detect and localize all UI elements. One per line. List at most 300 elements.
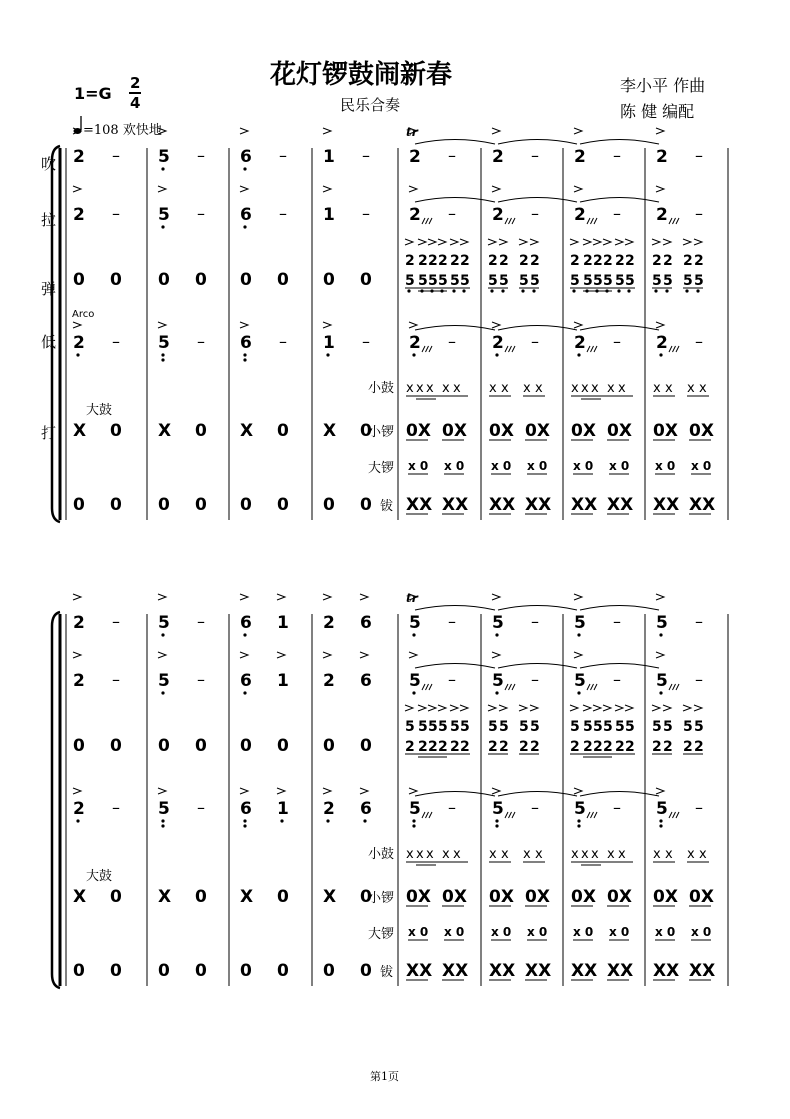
daluo-stroke: x 0 [655, 459, 676, 473]
chord-lower-note: 2 [615, 739, 625, 755]
chord-upper-note: 2 [694, 253, 704, 269]
tremolo-stroke [676, 684, 679, 690]
accent-mark [158, 788, 166, 794]
octave-dot [161, 824, 164, 827]
jianpu-note: 6 [240, 671, 252, 691]
tie-arc [580, 140, 659, 145]
accent-mark [574, 322, 582, 328]
dagu-hit: X [240, 421, 254, 441]
chord-upper-note: 5 [405, 719, 415, 735]
tie-arc [498, 140, 577, 145]
xiaogu-stroke: x [607, 847, 615, 862]
chord-lower-note: 5 [405, 273, 415, 289]
tremolo-stroke [429, 346, 432, 352]
accent-mark [323, 788, 331, 794]
accent-mark [323, 322, 331, 328]
xiaoluo-stroke: 0X [689, 421, 714, 441]
octave-dot [495, 819, 498, 822]
rest: 0 [360, 887, 372, 907]
bo-stroke: XX [442, 495, 469, 515]
chord-upper-note: 5 [488, 719, 498, 735]
accent-mark [593, 239, 601, 245]
xiaogu-stroke: x [618, 381, 626, 396]
accent-mark [615, 239, 623, 245]
octave-dot [243, 633, 246, 636]
rest: 0 [158, 495, 170, 515]
accent-mark [158, 186, 166, 192]
tie-arc [498, 664, 577, 669]
xiaogu-stroke: x [653, 847, 661, 862]
xiaoluo-stroke: 0X [571, 887, 596, 907]
xiaogu-stroke: x [501, 847, 509, 862]
accent-mark [656, 186, 664, 192]
octave-dot [659, 824, 662, 827]
octave-dot [495, 691, 498, 694]
xiaogu-stroke: x [535, 381, 543, 396]
sustain-dash: – [448, 332, 456, 351]
accent-mark [656, 322, 664, 328]
sustain-dash: – [695, 332, 703, 351]
rest: 0 [360, 270, 372, 290]
label-bo: 钹 [380, 965, 394, 980]
accent-mark [519, 705, 527, 711]
tremolo-stroke [676, 218, 679, 224]
accent-mark [583, 705, 591, 711]
octave-dot [577, 633, 580, 636]
jianpu-note: 2 [492, 147, 504, 167]
sustain-dash: – [613, 204, 621, 223]
chord-upper-note: 2 [450, 253, 460, 269]
xiaoluo-stroke: 0X [571, 421, 596, 441]
sustain-dash: – [197, 146, 205, 165]
jianpu-note: 5 [656, 671, 668, 691]
chord-lower-note: 2 [593, 739, 603, 755]
chord-lower-note: 2 [625, 739, 635, 755]
jianpu-note: 1 [277, 799, 289, 819]
xiaogu-stroke: x [581, 847, 589, 862]
daluo-stroke: x 0 [527, 925, 548, 939]
tie-arc [498, 198, 577, 203]
octave-dot [243, 353, 246, 356]
tremolo-stroke [512, 218, 515, 224]
sustain-dash: – [197, 612, 205, 631]
chord-upper-note: 5 [583, 719, 593, 735]
octave-dot [452, 289, 455, 292]
bo-stroke: XX [653, 495, 680, 515]
accent-mark [683, 705, 691, 711]
octave-dot [696, 289, 699, 292]
tremolo-stroke [422, 684, 425, 690]
accent-mark [583, 239, 591, 245]
chord-lower-note: 5 [652, 273, 662, 289]
accent-mark [73, 788, 81, 794]
dagu-hit: X [158, 421, 172, 441]
chord-lower-note: 2 [663, 739, 673, 755]
tremolo-stroke [509, 812, 512, 818]
jianpu-note: 2 [656, 333, 668, 353]
octave-dot [577, 824, 580, 827]
sustain-dash: – [448, 612, 456, 631]
tremolo-stroke [509, 346, 512, 352]
sustain-dash: – [613, 612, 621, 631]
jianpu-note: 5 [158, 799, 170, 819]
tremolo-stroke [669, 684, 672, 690]
sustain-dash: – [112, 204, 120, 223]
sustain-dash: – [531, 332, 539, 351]
trill-mark: tr [406, 591, 418, 605]
accent-mark [323, 186, 331, 192]
bo-stroke: XX [525, 961, 552, 981]
daluo-stroke: x 0 [655, 925, 676, 939]
jianpu-note: 6 [360, 671, 372, 691]
tremolo-stroke [673, 218, 676, 224]
accent-mark [656, 594, 664, 600]
sustain-dash: – [695, 612, 703, 631]
accent-mark [519, 239, 527, 245]
tremolo-stroke [587, 218, 590, 224]
sustain-dash: – [112, 798, 120, 817]
accent-mark [488, 239, 496, 245]
label-tan: 弹 [41, 280, 57, 298]
octave-dot [243, 819, 246, 822]
composer-credit: 李小平 作曲 [620, 76, 706, 95]
octave-dot [495, 353, 498, 356]
octave-dot [161, 353, 164, 356]
chord-lower-note: 5 [450, 273, 460, 289]
chord-lower-note: 2 [519, 739, 529, 755]
rest: 0 [110, 495, 122, 515]
chord-lower-note: 2 [460, 739, 470, 755]
jianpu-note: 2 [323, 671, 335, 691]
chord-lower-note: 5 [625, 273, 635, 289]
daluo-stroke: x 0 [491, 925, 512, 939]
chord-lower-note: 5 [499, 273, 509, 289]
label-dagu: 大鼓 [86, 869, 113, 884]
sustain-dash: – [531, 670, 539, 689]
sustain-dash: – [695, 670, 703, 689]
tremolo-stroke [426, 812, 429, 818]
tremolo-stroke [429, 684, 432, 690]
accent-mark [277, 652, 285, 658]
chord-upper-note: 2 [460, 253, 470, 269]
accent-mark [409, 186, 417, 192]
rest: 0 [158, 270, 170, 290]
chord-upper-note: 2 [438, 253, 448, 269]
accent-mark [240, 652, 248, 658]
sustain-dash: – [448, 146, 456, 165]
accent-mark [73, 322, 81, 328]
tremolo-stroke [512, 684, 515, 690]
tremolo-stroke [669, 346, 672, 352]
accent-mark [240, 186, 248, 192]
tremolo-stroke [591, 346, 594, 352]
rest: 0 [110, 961, 122, 981]
octave-dot [161, 819, 164, 822]
chord-lower-note: 2 [488, 739, 498, 755]
chord-upper-note: 5 [519, 719, 529, 735]
jianpu-note: 2 [73, 333, 85, 353]
label-da: 打 [41, 424, 57, 442]
chord-upper-note: 2 [652, 253, 662, 269]
chord-upper-note: 5 [593, 719, 603, 735]
rest: 0 [195, 421, 207, 441]
accent-mark [615, 705, 623, 711]
rest: 0 [195, 270, 207, 290]
octave-dot [572, 289, 575, 292]
accent-mark [405, 705, 413, 711]
daluo-stroke: x 0 [527, 459, 548, 473]
xiaogu-stroke: x [453, 847, 461, 862]
tremolo-stroke [673, 812, 676, 818]
rest: 0 [323, 495, 335, 515]
jianpu-note: 2 [574, 205, 586, 225]
bo-stroke: XX [607, 961, 634, 981]
octave-dot [326, 819, 329, 822]
jianpu-note: 2 [656, 147, 668, 167]
chord-lower-note: 5 [530, 273, 540, 289]
accent-mark [656, 788, 664, 794]
octave-dot [617, 289, 620, 292]
xiaogu-stroke: x [607, 381, 615, 396]
octave-dot [412, 633, 415, 636]
chord-lower-note: 2 [583, 739, 593, 755]
accent-mark [574, 186, 582, 192]
rest: 0 [195, 736, 207, 756]
accent-mark [428, 705, 436, 711]
sustain-dash: – [448, 798, 456, 817]
score-subtitle: 民乐合奏 [340, 96, 401, 114]
dagu-hit: X [73, 421, 87, 441]
accent-mark [652, 705, 660, 711]
sustain-dash: – [695, 146, 703, 165]
tie-arc [415, 140, 495, 145]
accent-mark [593, 705, 601, 711]
xiaogu-stroke: x [523, 381, 531, 396]
octave-dot [161, 225, 164, 228]
accent-mark [323, 594, 331, 600]
label-dagu: 大鼓 [86, 403, 113, 418]
accent-mark [652, 239, 660, 245]
octave-dot [407, 289, 410, 292]
rest: 0 [360, 736, 372, 756]
jianpu-note: 5 [656, 613, 668, 633]
rest: 0 [195, 887, 207, 907]
octave-dot [280, 819, 283, 822]
tie-arc [498, 792, 577, 797]
chord-upper-note: 5 [530, 719, 540, 735]
daluo-stroke: x 0 [691, 925, 712, 939]
tie-arc [580, 606, 659, 611]
chord-lower-note: 5 [519, 273, 529, 289]
tremolo-stroke [422, 346, 425, 352]
chord-upper-note: 2 [663, 253, 673, 269]
octave-dot [243, 824, 246, 827]
octave-dot [76, 353, 79, 356]
tie-arc [415, 198, 495, 203]
chord-lower-note: 5 [488, 273, 498, 289]
accent-mark [625, 705, 633, 711]
xiaogu-stroke: x [442, 381, 450, 396]
accent-mark [460, 239, 468, 245]
accent-mark [574, 788, 582, 794]
chord-lower-note: 5 [570, 273, 580, 289]
sustain-dash: – [362, 204, 370, 223]
tremolo-stroke [512, 812, 515, 818]
chord-lower-note: 5 [438, 273, 448, 289]
chord-lower-note: 2 [418, 739, 428, 755]
chord-upper-note: 5 [450, 719, 460, 735]
accent-mark [73, 186, 81, 192]
jianpu-note: 2 [323, 799, 335, 819]
jianpu-note: 6 [360, 799, 372, 819]
sustain-dash: – [448, 670, 456, 689]
accent-mark [409, 322, 417, 328]
chord-upper-note: 5 [428, 719, 438, 735]
accent-mark [323, 652, 331, 658]
accent-mark [492, 186, 500, 192]
daluo-stroke: x 0 [444, 459, 465, 473]
jianpu-note: 6 [240, 333, 252, 353]
daluo-stroke: x 0 [609, 925, 630, 939]
rest: 0 [277, 961, 289, 981]
jianpu-note: 5 [158, 613, 170, 633]
jianpu-note: 1 [277, 671, 289, 691]
sustain-dash: – [279, 204, 287, 223]
xiaogu-stroke: x [416, 847, 424, 862]
jianpu-note: 5 [492, 671, 504, 691]
xiaogu-stroke: x [426, 381, 434, 396]
accent-mark [574, 652, 582, 658]
label-xiaoluo: 小锣 [368, 891, 395, 906]
xiaogu-stroke: x [618, 847, 626, 862]
jianpu-note: 2 [409, 333, 421, 353]
rest: 0 [277, 887, 289, 907]
xiaogu-stroke: x [687, 847, 695, 862]
sustain-dash: – [279, 332, 287, 351]
tie-arc [415, 664, 495, 669]
accent-mark [574, 128, 582, 134]
jianpu-note: 5 [409, 613, 421, 633]
jianpu-note: 2 [409, 147, 421, 167]
jianpu-note: 2 [492, 205, 504, 225]
octave-dot [685, 289, 688, 292]
accent-mark [570, 705, 578, 711]
bo-stroke: XX [689, 495, 716, 515]
jianpu-note: 5 [409, 799, 421, 819]
octave-dot [243, 691, 246, 694]
jianpu-note: 5 [574, 671, 586, 691]
daluo-stroke: x 0 [691, 459, 712, 473]
label-chui: 吹 [41, 155, 57, 173]
rest: 0 [110, 270, 122, 290]
xiaogu-stroke: x [653, 381, 661, 396]
rest: 0 [195, 495, 207, 515]
chord-lower-note: 2 [428, 739, 438, 755]
chord-upper-note: 2 [570, 253, 580, 269]
xiaoluo-stroke: 0X [442, 421, 467, 441]
dagu-hit: X [73, 887, 87, 907]
rest: 0 [158, 961, 170, 981]
rest: 0 [73, 270, 85, 290]
accent-mark [409, 788, 417, 794]
chord-upper-note: 5 [438, 719, 448, 735]
octave-dot [659, 353, 662, 356]
xiaoluo-stroke: 0X [525, 421, 550, 441]
tempo-marking: =108 欢快地 [83, 123, 162, 138]
xiaoluo-stroke: 0X [653, 421, 678, 441]
rest: 0 [73, 736, 85, 756]
accent-mark [323, 128, 331, 134]
accent-mark [73, 128, 81, 134]
jianpu-note: 6 [240, 799, 252, 819]
chord-lower-note: 5 [603, 273, 613, 289]
chord-lower-note: 5 [583, 273, 593, 289]
accent-mark [438, 705, 446, 711]
jianpu-note: 6 [360, 613, 372, 633]
xiaogu-stroke: x [665, 381, 673, 396]
xiaogu-stroke: x [426, 847, 434, 862]
rest: 0 [360, 421, 372, 441]
tremolo-stroke [422, 812, 425, 818]
jianpu-note: 2 [73, 613, 85, 633]
label-la: 拉 [41, 211, 57, 229]
accent-mark [663, 705, 671, 711]
xiaogu-stroke: x [699, 847, 707, 862]
sustain-dash: – [695, 204, 703, 223]
chord-lower-note: 2 [694, 739, 704, 755]
tie-arc [498, 606, 577, 611]
accent-mark [499, 239, 507, 245]
octave-dot [412, 691, 415, 694]
accent-mark [683, 239, 691, 245]
octave-dot [490, 289, 493, 292]
bo-stroke: XX [442, 961, 469, 981]
accent-mark [360, 652, 368, 658]
sustain-dash: – [197, 670, 205, 689]
octave-dot [161, 167, 164, 170]
jianpu-note: 5 [492, 799, 504, 819]
jianpu-note: 5 [158, 205, 170, 225]
accent-mark [694, 239, 702, 245]
dagu-hit: X [323, 421, 337, 441]
jianpu-note: 2 [73, 799, 85, 819]
octave-dot [412, 819, 415, 822]
daluo-stroke: x 0 [408, 459, 429, 473]
arranger-credit: 陈 健 编配 [620, 102, 695, 121]
sustain-dash: – [112, 146, 120, 165]
sustain-dash: – [197, 204, 205, 223]
chord-lower-note: 2 [570, 739, 580, 755]
jianpu-note: 5 [158, 147, 170, 167]
accent-mark [492, 788, 500, 794]
xiaoluo-stroke: 0X [442, 887, 467, 907]
tremolo-stroke [594, 812, 597, 818]
jianpu-note: 5 [158, 333, 170, 353]
jianpu-note: 1 [323, 205, 335, 225]
accent-mark [450, 705, 458, 711]
octave-dot [577, 353, 580, 356]
rest: 0 [110, 736, 122, 756]
tremolo-stroke [587, 346, 590, 352]
octave-dot [532, 289, 535, 292]
chord-upper-note: 2 [418, 253, 428, 269]
daluo-stroke: x 0 [408, 925, 429, 939]
chord-upper-note: 5 [615, 719, 625, 735]
chord-lower-note: 2 [530, 739, 540, 755]
xiaoluo-stroke: 0X [653, 887, 678, 907]
xiaogu-stroke: x [571, 381, 579, 396]
time-signature-denominator: 4 [130, 94, 141, 112]
